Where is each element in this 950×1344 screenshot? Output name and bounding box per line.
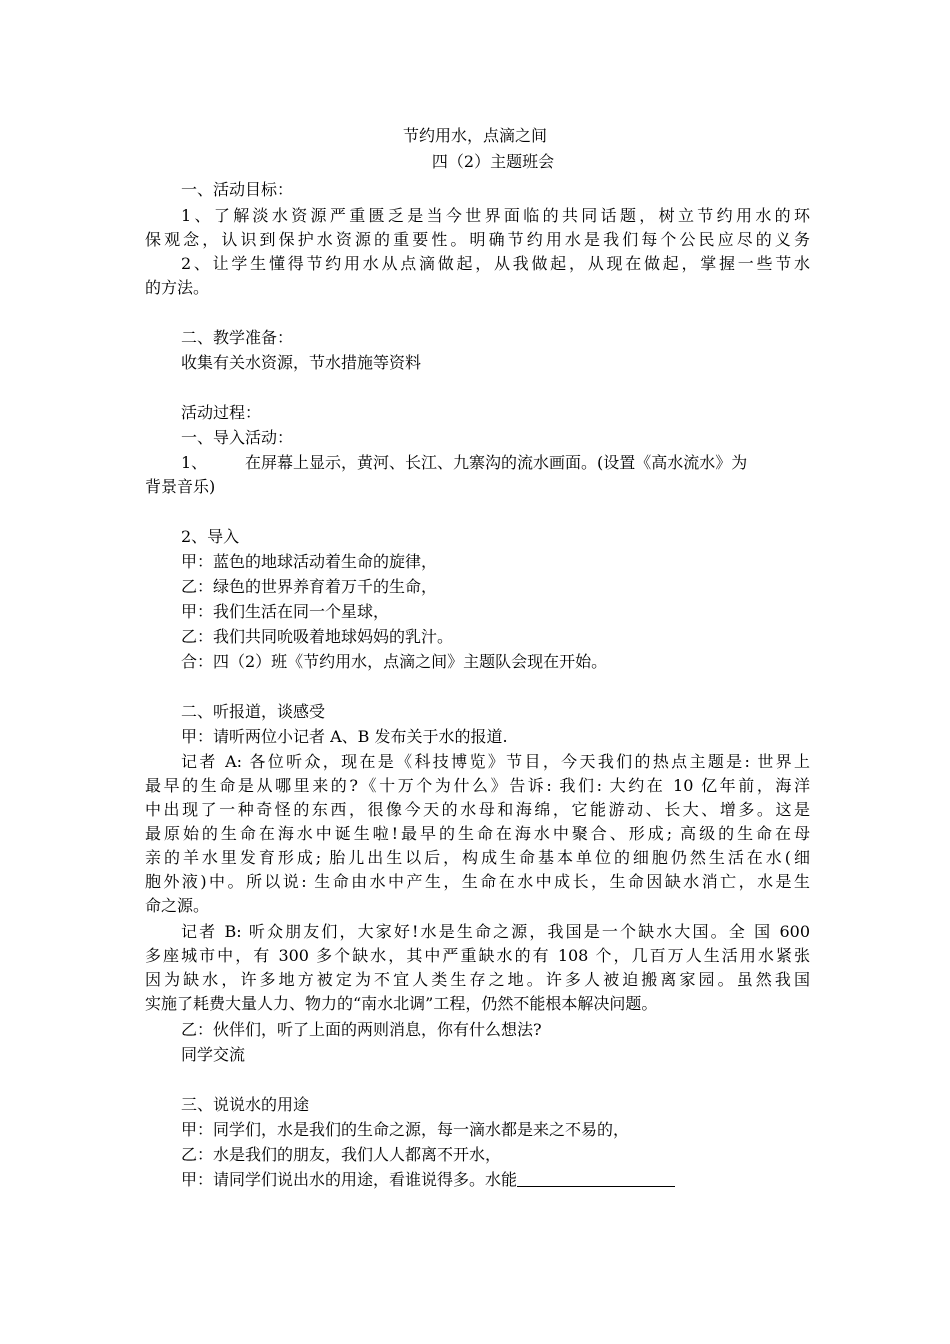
intro-item-2: 2、导入 bbox=[181, 527, 240, 546]
reporter-a-line: 亲的羊水里发育形成; 胎儿出生以后，构成生命基本单位的细胞仍然生活在水(细 bbox=[145, 848, 810, 867]
reporter-b-line: 记者 B: 听众朋友们，大家好!水是生命之源，我国是一个缺水大国。全 国 600 bbox=[181, 922, 810, 941]
uses-line: 甲：同学们，水是我们的生命之源，每一滴水都是来之不易的， bbox=[181, 1120, 630, 1139]
reporter-b-line: 多座城市中，有 300 多个缺水，其中严重缺水的有 108 个，几百万人生活用水紧张 bbox=[145, 946, 810, 965]
dialog-line: 合：四（2）班《节约用水，点滴之间》主题队会现在开始。 bbox=[181, 652, 608, 671]
document-title: 节约用水，点滴之间 bbox=[402, 126, 547, 145]
goal-2-line-2: 的方法。 bbox=[145, 278, 210, 297]
intro-item-1-number: 1、 bbox=[181, 453, 208, 472]
report-heading: 二、听报道，谈感受 bbox=[181, 702, 326, 721]
reporter-a-line: 最原始的生命在海水中诞生啦!最早的生命在海水中聚合、形成; 高级的生命在母 bbox=[145, 824, 810, 843]
dialog-line: 乙：我们共同吮吸着地球妈妈的乳汁。 bbox=[181, 627, 454, 646]
intro-item-1 bbox=[181, 453, 810, 473]
report-question: 乙：伙伴们，听了上面的两则消息，你有什么想法? bbox=[181, 1020, 542, 1039]
goal-1-line-2: 保观念，认识到保护水资源的重要性。明确节约用水是我们每个公民应尽的义务 bbox=[145, 230, 810, 249]
reporter-a-line: 命之源。 bbox=[145, 896, 210, 915]
process-heading: 活动过程： bbox=[181, 403, 262, 422]
uses-prompt-text: 甲：请同学们说出水的用途，看谁说得多。水能 bbox=[181, 1170, 518, 1189]
dialog-line: 甲：蓝色的地球活动着生命的旋律， bbox=[181, 552, 438, 571]
reporter-a-line: 中出现了一种奇怪的东西，很像今天的水母和海绵，它能游动、长大、增多。这是 bbox=[145, 800, 810, 819]
reporter-b-line: 因为缺水，许多地方被定为不宜人类生存之地。许多人被迫搬离家园。虽然我国 bbox=[145, 970, 810, 989]
intro-item-1-continued: 背景音乐) bbox=[145, 477, 216, 496]
document-subtitle: 四（2）主题班会 bbox=[431, 152, 555, 171]
intro-heading: 一、导入活动： bbox=[181, 428, 294, 447]
prep-heading: 二、教学准备： bbox=[181, 328, 294, 347]
goals-heading: 一、活动目标： bbox=[181, 180, 294, 199]
reporter-a-line: 最早的生命是从哪里来的?《十万个为什么》告诉: 我们: 大约在 10 亿年前，海洋 bbox=[145, 776, 810, 795]
dialog-line: 甲：我们生活在同一个星球， bbox=[181, 602, 390, 621]
prep-text: 收集有关水资源，节水措施等资料 bbox=[181, 353, 422, 372]
uses-prompt bbox=[181, 1170, 810, 1190]
reporter-a-line: 记者 A: 各位听众，现在是《科技博览》节目，今天我们的热点主题是: 世界上 bbox=[181, 752, 810, 771]
reporter-b-line: 实施了耗费大量人力、物力的“南水北调”工程，仍然不能根本解决问题。 bbox=[145, 994, 658, 1013]
uses-line: 乙：水是我们的朋友，我们人人都离不开水， bbox=[181, 1145, 502, 1164]
reporter-a-line: 胞外液)中。所以说: 生命由水中产生，生命在水中成长，生命因缺水消亡，水是生 bbox=[145, 872, 810, 891]
report-exchange: 同学交流 bbox=[181, 1045, 246, 1064]
report-intro: 甲：请听两位小记者 A、B 发布关于水的报道. bbox=[181, 727, 508, 746]
answer-blank bbox=[517, 1170, 675, 1187]
uses-heading: 三、说说水的用途 bbox=[181, 1095, 310, 1114]
dialog-line: 乙：绿色的世界养育着万千的生命， bbox=[181, 577, 438, 596]
intro-item-1-text: 在屏幕上显示，黄河、长江、九寨沟的流水画面。(设置《高水流水》为 bbox=[245, 453, 748, 472]
goal-2-line-1: 2、让学生懂得节约用水从点滴做起，从我做起，从现在做起，掌握一些节水 bbox=[181, 254, 810, 273]
goal-1-line-1: 1、了解淡水资源严重匮乏是当今世界面临的共同话题，树立节约用水的环 bbox=[181, 206, 810, 225]
